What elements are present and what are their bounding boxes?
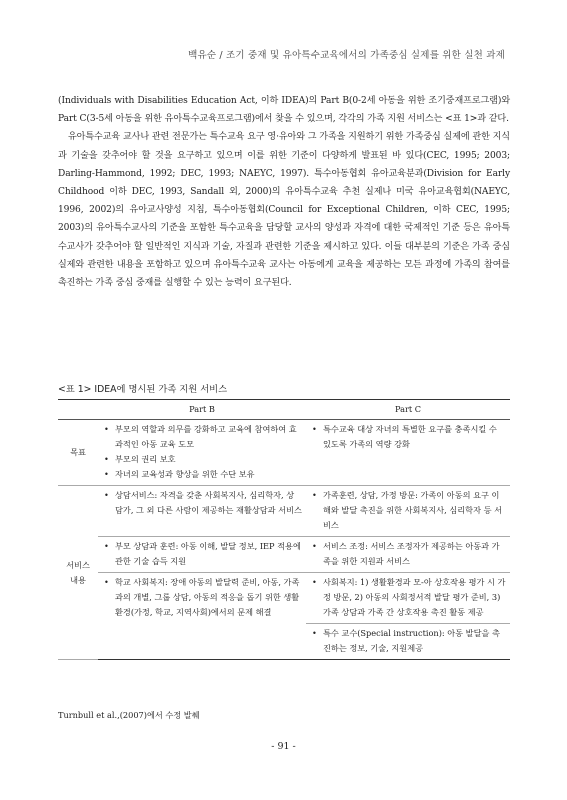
table-row xyxy=(58,573,510,624)
bullet-list xyxy=(102,575,302,620)
bullet-list xyxy=(102,422,302,482)
paragraph: (Individuals with Disabilities Education Act, 이하 IDEA)의 Part B(0-2세 아동을 위한 조기중재프로그램)와 Part C(3-5세 아동을 위한 유아특수교육프로그램)에서 찾을 수 있으며, 각각의 가족 지원 서비스는 <표 1>과 같다. xyxy=(58,96,510,125)
bullet-list xyxy=(310,626,506,656)
row-label-goal: 목표 xyxy=(58,420,98,486)
table-caption: <표 1> IDEA에 명시된 가족 지원 서비스 xyxy=(58,384,228,395)
list-item: • 서비스 조정: 서비스 조정자가 제공하는 아동과 가족을 위한 지원과 서비스 xyxy=(312,541,500,566)
bullet-list xyxy=(310,539,506,569)
list-item: • 상담서비스: 자격을 갖춘 사회복지사, 심리학자, 상담가, 그 외 다른 사람이 제공하는 재활상담과 서비스 xyxy=(104,490,302,515)
table-header-part-c: Part C xyxy=(306,400,510,420)
bullet-list xyxy=(310,422,506,452)
family-support-table xyxy=(58,399,510,660)
table-source-note: Turnbull et al.,(2007)에서 수정 발췌 xyxy=(58,710,200,720)
table-header-empty xyxy=(58,400,98,420)
row-label-services: 서비스 내용 xyxy=(58,486,98,660)
bullet-list xyxy=(102,539,302,569)
body-text xyxy=(58,92,510,292)
list-item: • 사회복지: 1) 생활환경과 모-아 상호작용 평가 시 가정 방문, 2) 아동의 사회정서적 발달 평가 준비, 3) 가족 상담과 가족 간 상호작용 촉진 활동 제공 xyxy=(312,577,506,617)
list-item: • 부모 상담과 훈련: 아동 이해, 발달 정보, IEP 적용에 관한 기술 습득 지원 xyxy=(104,541,301,566)
table-header-part-b: Part B xyxy=(98,400,306,420)
list-item: • 부모의 권리 보호 xyxy=(104,454,176,464)
list-item: • 학교 사회복지: 장애 아동의 발달력 준비, 아동, 가족과의 개별, 그룹 상담, 아동의 적응을 돕기 위한 생활환경(가정, 학교, 지역사회)에서의 문제 해결 xyxy=(104,577,300,617)
list-item: • 가족훈련, 상담, 가정 방문: 가족이 아동의 요구 이해와 발달 촉진을 위한 사회복지사, 심리학자 등 서비스 xyxy=(312,490,503,530)
paragraph: 유아특수교육 교사나 관련 전문가는 특수교육 요구 영·유아와 그 가족을 지원하기 위한 가족중심 실제에 관한 지식과 기술을 갖추어야 할 것을 요구하고 있으며 이를 위한 기준이 다양하게 발표된 바 있다(CEC, 1995; 2003; Darling-Hammond, 1992; DEC, 1993; NAEYC, 1997). 특수아동협회 유아교육분과(Division for Early Childhood 이하 DEC, 1993, Sandall 외, 2000)의 유아특수교육 추천 실제나 미국 유아교육협회(NAEYC, 1996, 2002)의 유아교사양성 지침, 특수아동협회(Council for Exceptional Children, 이하 CEC, 1995; 2003)의 유아특수교사의 기준을 포함한 특수교육을 담당할 교사의 양성과 자격에 대한 국제적인 기준 등은 유아특수교사가 갖추어야 할 일반적인 지식과 기술, 자질과 관련한 기준을 제시하고 있다. 이들 대부분의 기준은 가족 중심 실제와 관련한 내용을 포함하고 있으며 유아특수교육 교사는 아동에게 교육을 제공하는 모든 과정에 가족의 참여를 촉진하는 가족 중심 중재를 실행할 수 있는 능력이 요구된다. xyxy=(58,132,511,289)
bullet-list xyxy=(310,575,506,620)
list-item: • 특수교육 대상 자녀의 특별한 요구를 충족시킬 수 있도록 가족의 역량 강화 xyxy=(312,424,497,449)
list-item: • 특수 교수(Special instruction): 아동 발달을 촉진하는 정보, 기술, 지원제공 xyxy=(312,628,500,653)
bullet-list xyxy=(310,488,506,533)
list-item: • 자녀의 교육성과 향상을 위한 수단 보유 xyxy=(104,469,255,479)
running-header: 백유순 / 조기 중재 및 유아특수교육에서의 가족중심 실제를 위한 실천 과제 xyxy=(188,50,505,61)
page-number: - 91 - xyxy=(271,741,296,752)
list-item: • 부모의 역할과 의무를 강화하고 교육에 참여하여 효과적인 아동 교육 도모 xyxy=(104,424,297,449)
table-row xyxy=(58,420,510,486)
bullet-list xyxy=(102,488,302,518)
table-row xyxy=(58,486,510,537)
table-row xyxy=(58,537,510,573)
